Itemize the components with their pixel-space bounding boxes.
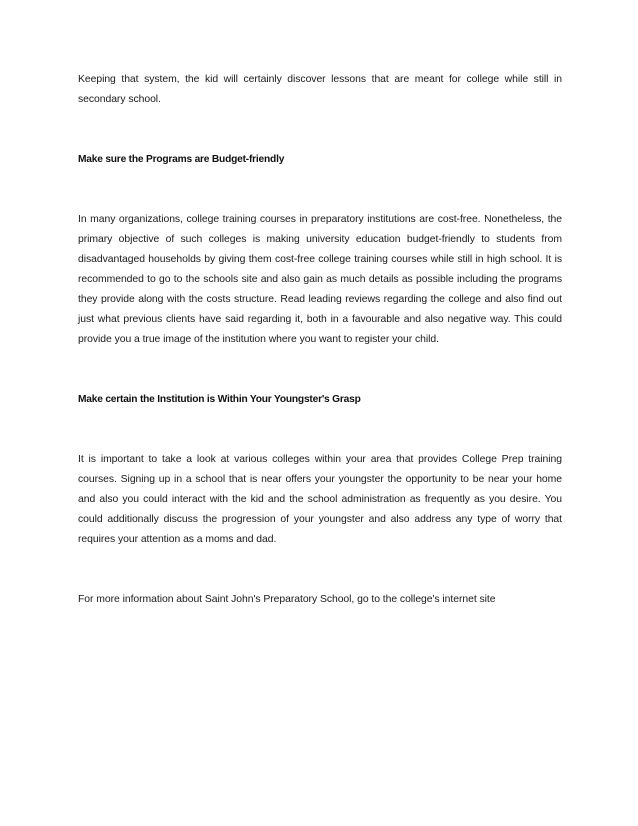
paragraph-intro: Keeping that system, the kid will certainly discover lessons that are meant for college while still in secondary school. — [78, 74, 562, 105]
heading-within-grasp: Make certain the Institution is Within Your Youngster's Grasp — [78, 394, 361, 405]
paragraph-location: It is important to take a look at various colleges within your area that provides College Prep training courses. Signing up in a school that is near offers your youngster the opportunity to be near your home and also you could interact with the kid and the school administration as frequently as you desire. You could additionally discuss the progression of your youngster and also address any type of worry that requires your attention as a moms and dad. — [78, 454, 562, 545]
paragraph-budget: In many organizations, college training courses in preparatory institutions are cost-free. Nonetheless, the primary objective of such colleges is making university education budget-friendly to students from disadvantaged households by giving them cost-free college training courses while still in high school. It is recommended to go to the schools site and also gain as much details as possible including the programs they provide along with the costs structure. Read leading reviews regarding the college and also find out just what previous clients have said regarding it, both in a favourable and also negative way. This could provide you a true image of the institution where you want to register your child. — [78, 214, 562, 345]
spacer — [78, 550, 562, 590]
paragraph-more-info: For more information about Saint John's Preparatory School, go to the college's internet site — [78, 594, 496, 605]
spacer — [78, 410, 562, 450]
spacer — [78, 350, 562, 390]
heading-budget-friendly: Make sure the Programs are Budget-friendly — [78, 154, 285, 165]
spacer — [78, 110, 562, 150]
document-body — [78, 70, 562, 610]
spacer — [78, 170, 562, 210]
